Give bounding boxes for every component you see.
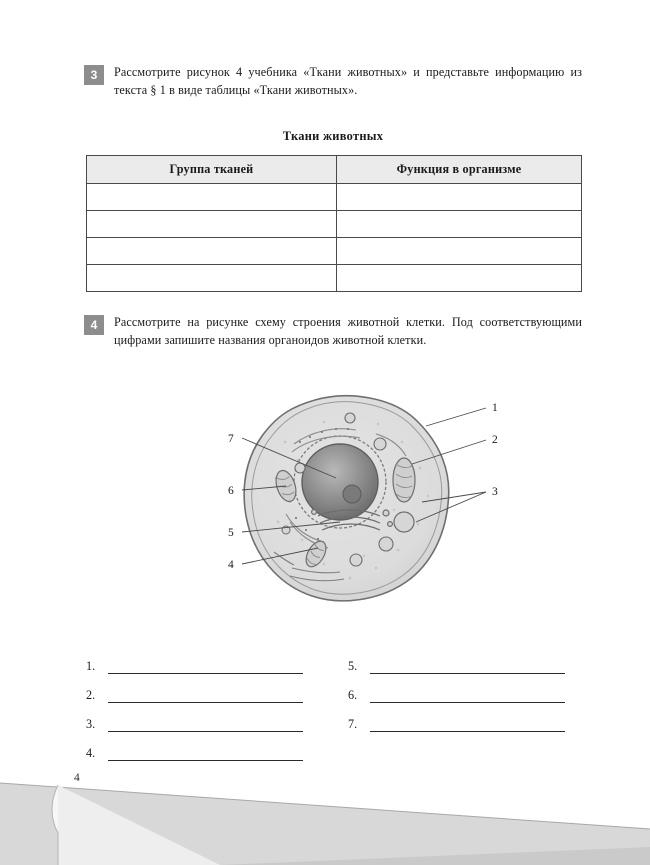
callout-3: 3 [492, 486, 498, 498]
animal-cell-figure [190, 382, 520, 622]
answer-row [86, 703, 303, 732]
table-row [87, 184, 582, 211]
table-row [87, 211, 582, 238]
callout-4: 4 [228, 559, 234, 571]
answer-number: 3. [86, 717, 96, 731]
table-cell-function[interactable] [336, 211, 581, 238]
answer-row [86, 645, 303, 674]
answer-input-2[interactable] [108, 689, 303, 703]
answer-input-5[interactable] [370, 660, 565, 674]
answer-row [86, 674, 303, 703]
answer-input-7[interactable] [370, 718, 565, 732]
task-4 [84, 314, 584, 349]
table-cell-group[interactable] [87, 238, 337, 265]
animal-cell-diagram-svg [190, 382, 520, 622]
task-3 [84, 64, 584, 99]
callout-6: 6 [228, 485, 234, 497]
table-caption: Ткани животных [282, 129, 384, 143]
callout-7: 7 [228, 433, 234, 445]
table-cell-function[interactable] [336, 184, 581, 211]
callout-2: 2 [492, 434, 498, 446]
task-4-text: Рассмотрите на рисунке схему строения животной клетки. Под соответствующими цифрами запишите названия органоидов животной клетки. [114, 315, 582, 347]
answer-row [348, 645, 565, 674]
answer-column-left [86, 645, 303, 761]
answer-number: 6. [348, 688, 358, 702]
table-cell-function[interactable] [336, 265, 581, 292]
callout-1: 1 [492, 402, 498, 414]
answer-row [348, 703, 565, 732]
table-header-row [87, 156, 582, 184]
answer-number: 4. [86, 746, 96, 760]
task-4-number: 4 [84, 315, 104, 335]
callout-5: 5 [228, 527, 234, 539]
table-row [87, 265, 582, 292]
answer-number: 1. [86, 659, 96, 673]
table-row [87, 238, 582, 265]
task-3-number: 3 [84, 65, 104, 85]
table-cell-group[interactable] [87, 211, 337, 238]
table-column-header-function: Функция в организме [336, 156, 581, 184]
answer-number: 2. [86, 688, 96, 702]
table-column-header-group: Группа тканей [87, 156, 337, 184]
answer-input-1[interactable] [108, 660, 303, 674]
task-3-text: Рассмотрите рисунок 4 учебника «Ткани животных» и представьте информацию из текста § 1 в виде таблицы «Ткани животных». [114, 65, 582, 97]
table-cell-group[interactable] [87, 184, 337, 211]
answer-column-right [348, 645, 565, 732]
answer-input-3[interactable] [108, 718, 303, 732]
answer-input-6[interactable] [370, 689, 565, 703]
page-corner-fold-svg [0, 755, 650, 865]
answer-row [348, 674, 565, 703]
table-cell-function[interactable] [336, 238, 581, 265]
answer-number: 7. [348, 717, 358, 731]
tissues-table [86, 155, 582, 292]
answer-number: 5. [348, 659, 358, 673]
page-corner-fold [0, 755, 650, 865]
page-number: 4 [74, 772, 80, 784]
table-cell-group[interactable] [87, 265, 337, 292]
